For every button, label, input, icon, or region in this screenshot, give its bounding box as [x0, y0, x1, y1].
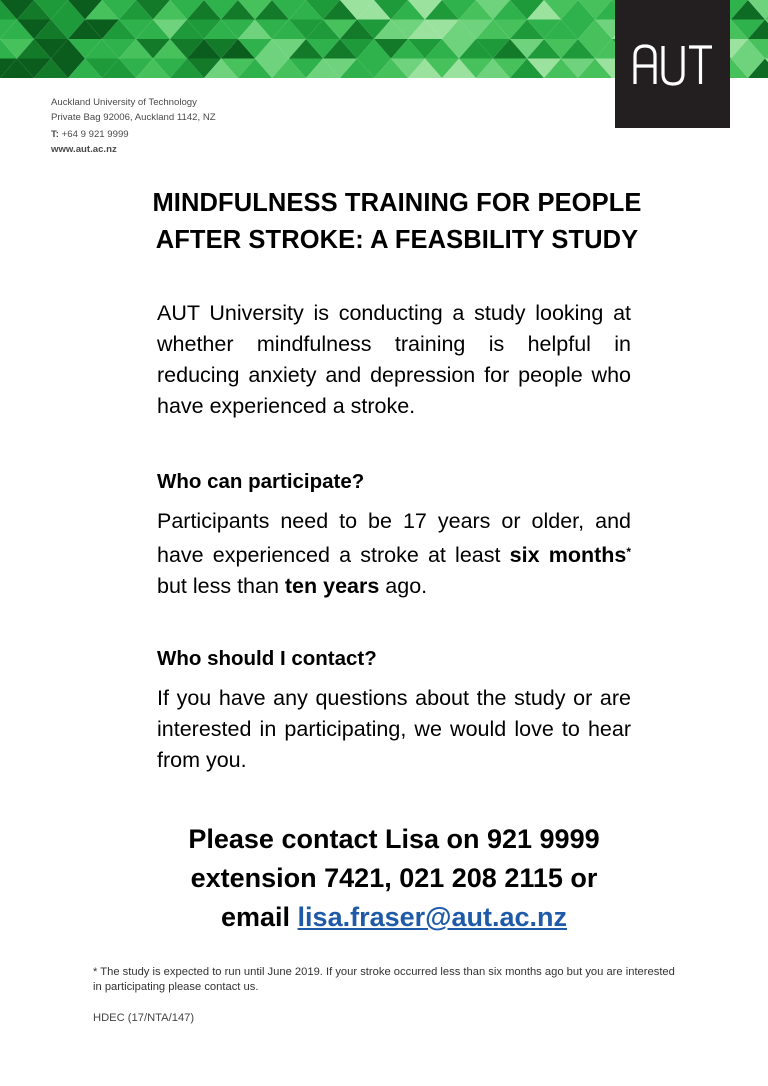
footnote: * The study is expected to run until June 2019. If your stroke occurred less than six months ago but you are interested in participating please contact us. — [93, 966, 675, 993]
email-link[interactable]: lisa.fraser@aut.ac.nz — [297, 902, 567, 932]
contact-heading: Who should I contact? — [157, 647, 377, 670]
aut-logo-mark — [632, 42, 714, 86]
eligibility-paragraph — [157, 506, 631, 602]
title-line-1: MINDFULNESS TRAINING FOR PEOPLE — [152, 189, 642, 217]
eligibility-text-b: but less than — [157, 574, 285, 598]
phone-line — [51, 128, 216, 143]
logo-letter-a — [635, 46, 655, 84]
intro-paragraph: AUT University is conducting a study looking at whether mindfulness training is helpful in reducing anxiety and depression for people who have experienced a stroke. — [157, 301, 631, 418]
eligibility-text-c: ago. — [379, 574, 428, 598]
eligibility-text-a: Participants need to be 17 years or older, and have experienced a stroke at least — [157, 509, 631, 567]
eligibility-max: ten years — [284, 574, 380, 598]
phone-number: +64 9 921 9999 — [61, 129, 129, 140]
page-title — [0, 185, 768, 259]
contact-paragraph: If you have any questions about the study or are interested in participating, we would love to hear from you. — [157, 686, 631, 772]
phone-label: T: — [51, 129, 59, 140]
cta-line-3 — [0, 898, 768, 937]
website-link[interactable]: www.aut.ac.nz — [51, 143, 117, 155]
who-heading: Who can participate? — [157, 470, 365, 493]
aut-logo — [615, 0, 730, 128]
address-block — [51, 96, 216, 157]
eligibility-min: six months — [509, 543, 627, 567]
cta-line-1: Please contact Lisa on 921 9999 — [188, 824, 600, 854]
email-prefix: email — [221, 902, 298, 932]
postal-address: Private Bag 92006, Auckland 1142, NZ — [51, 111, 216, 123]
cta-line-2: extension 7421, 021 208 2115 or — [190, 863, 598, 893]
title-line-2: AFTER STROKE: A FEASBILITY STUDY — [155, 226, 639, 254]
org-name: Auckland University of Technology — [51, 97, 197, 108]
footnote-marker: * — [626, 545, 632, 559]
logo-letter-t — [689, 47, 712, 84]
ethics-reference: HDEC (17/NTA/147) — [93, 1012, 195, 1024]
logo-letter-u — [663, 46, 683, 84]
contact-callout — [0, 820, 768, 937]
